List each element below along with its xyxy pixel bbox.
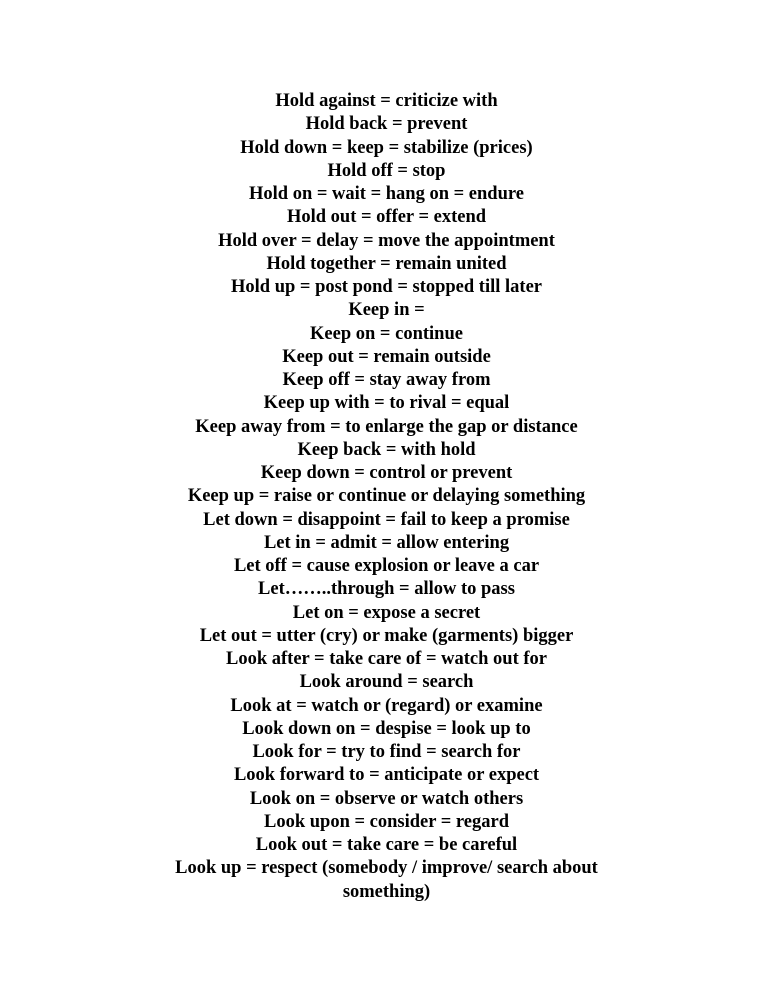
- list-item: Hold up = post pond = stopped till later: [231, 277, 542, 297]
- list-item: Look on = observe or watch others: [249, 788, 524, 809]
- list-item: Keep in =: [348, 300, 425, 321]
- list-item: Let out = utter (cry) or make (garments) bigger: [199, 625, 574, 646]
- list-item: Keep back = with hold: [297, 439, 476, 460]
- list-item: Let off = cause explosion or leave a car: [233, 556, 540, 576]
- list-item: Hold out = offer = extend: [286, 207, 487, 228]
- list-item: Look around = search: [299, 672, 474, 693]
- list-item: Hold off = stop: [327, 160, 446, 181]
- list-item: Hold back = prevent: [305, 114, 468, 135]
- list-item: Keep out = remain outside: [282, 346, 491, 367]
- list-item: Hold on = wait = hang on = endure: [249, 184, 524, 204]
- list-item: Look out = take care = be careful: [255, 835, 518, 855]
- list-item: Keep on = continue: [310, 323, 463, 344]
- list-item: Look after = take care of = watch out for: [226, 649, 547, 669]
- list-item: Keep away from = to enlarge the gap or distance: [195, 416, 578, 437]
- list-item: Let on = expose a secret: [292, 602, 481, 623]
- list-item: Let in = admit = allow entering: [263, 532, 510, 553]
- list-item: Look up = respect (somebody / improve/ search about something): [175, 858, 598, 902]
- list-item: Hold over = delay = move the appointment: [218, 230, 555, 251]
- list-item: Keep down = control or prevent: [260, 463, 513, 483]
- list-item: Look upon = consider = regard: [263, 811, 509, 832]
- list-item: Keep up with = to rival = equal: [263, 393, 510, 414]
- list-item: Hold against = criticize with: [275, 91, 498, 111]
- list-item: Keep off = stay away from: [282, 370, 491, 390]
- list-item: Look at = watch or (regard) or examine: [230, 695, 543, 716]
- list-item: Let down = disappoint = fail to keep a promise: [203, 509, 570, 530]
- list-item: Hold down = keep = stabilize (prices): [240, 137, 533, 158]
- phrasal-verb-list: [140, 90, 633, 904]
- list-item: Look forward to = anticipate or expect: [233, 765, 540, 786]
- list-item: Hold together = remain united: [266, 253, 507, 274]
- list-item: Look for = try to find = search for: [252, 742, 521, 762]
- list-item: Keep up = raise or continue or delaying something: [187, 486, 586, 507]
- list-item: Look down on = despise = look up to: [242, 718, 531, 739]
- list-item: Let……..through = allow to pass: [258, 579, 515, 600]
